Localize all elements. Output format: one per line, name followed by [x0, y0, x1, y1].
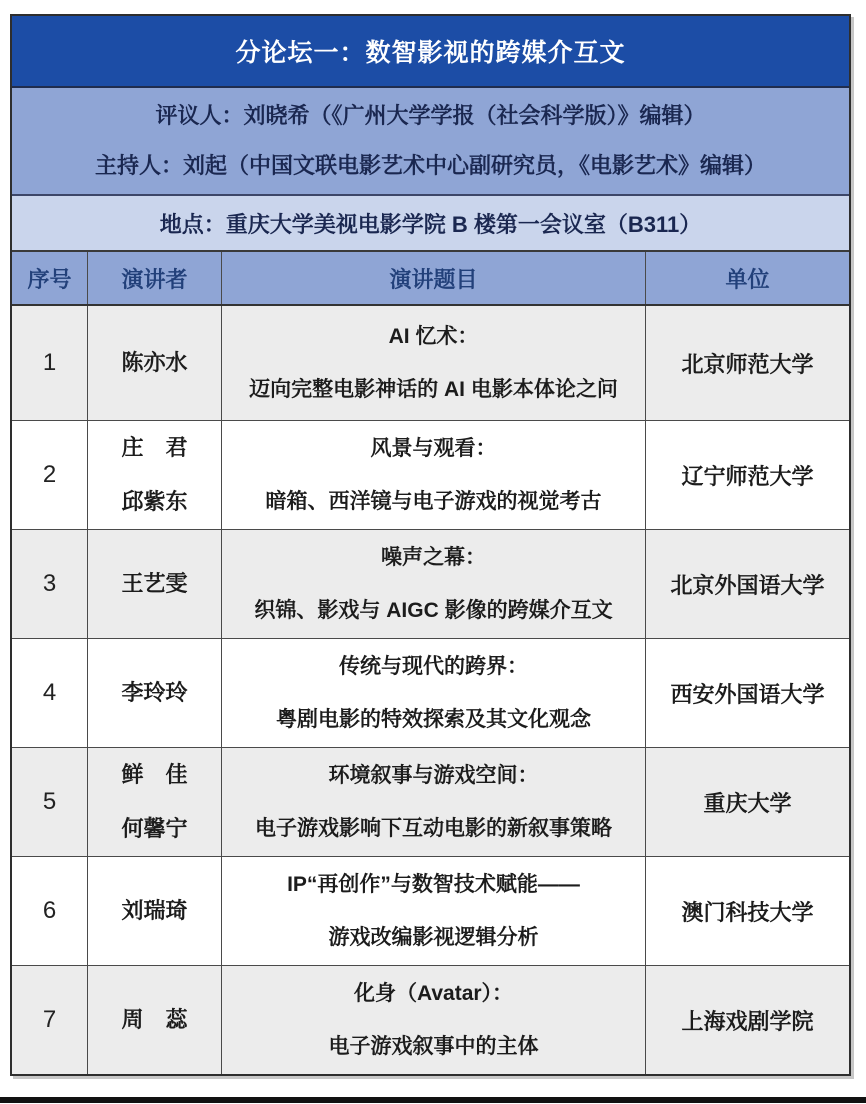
- table-header-row: [12, 252, 849, 306]
- row-number-cell: 4: [42, 679, 57, 706]
- table-row: [12, 965, 849, 1074]
- table-row: [12, 747, 849, 856]
- table-row: [12, 529, 849, 638]
- speaker-cell: 刘瑞琦: [87, 857, 221, 965]
- next-section-edge: [0, 1097, 866, 1103]
- speaker-cell: 周 蕊: [87, 966, 221, 1074]
- venue-panel: [12, 196, 849, 252]
- unit-cell: 澳门科技大学: [645, 857, 849, 965]
- table-row: [12, 306, 849, 420]
- venue-text: 地点：重庆大学美视电影学院 B 楼第一会议室（B311）: [159, 211, 702, 237]
- talk-title-cell: 环境叙事与游戏空间： 电子游戏影响下互动电影的新叙事策略: [221, 748, 645, 856]
- row-number-cell: 3: [42, 570, 57, 597]
- row-number-cell: 6: [42, 897, 57, 924]
- talk-title-cell: 噪声之幕： 织锦、影戏与 AIGC 影像的跨媒介互文: [221, 530, 645, 638]
- speaker-cell: 庄 君 邱紫东: [87, 421, 221, 529]
- talk-title-cell: 风景与观看： 暗箱、西洋镜与电子游戏的视觉考古: [221, 421, 645, 529]
- row-number-cell: 7: [42, 1006, 57, 1033]
- forum-board: [10, 14, 851, 1076]
- talk-title-cell: 传统与现代的跨界： 粤剧电影的特效探索及其文化观念: [221, 639, 645, 747]
- row-number-cell: 5: [42, 788, 57, 815]
- schedule-table-body: [12, 306, 849, 1074]
- unit-cell: 重庆大学: [645, 748, 849, 856]
- unit-cell: 上海戏剧学院: [645, 966, 849, 1074]
- unit-cell: 北京外国语大学: [645, 530, 849, 638]
- row-number-cell: 1: [42, 349, 57, 376]
- speaker-cell: 陈亦水: [87, 306, 221, 420]
- talk-title-cell: 化身（Avatar）： 电子游戏叙事中的主体: [221, 966, 645, 1074]
- unit-cell: 西安外国语大学: [645, 639, 849, 747]
- unit-cell: 北京师范大学: [645, 306, 849, 420]
- speaker-cell: 李玲玲: [87, 639, 221, 747]
- host-line: 主持人：刘起（中国文联电影艺术中心副研究员，《电影艺术》编辑）: [94, 152, 766, 178]
- row-number-cell: 2: [42, 461, 57, 488]
- talk-title-cell: AI 忆术： 迈向完整电影神话的 AI 电影本体论之问: [221, 306, 645, 420]
- header-title: 演讲题目: [221, 252, 645, 304]
- table-row: [12, 856, 849, 965]
- header-unit: 单位: [645, 252, 849, 304]
- header-no: 序号: [27, 266, 72, 292]
- table-row: [12, 638, 849, 747]
- talk-title-cell: IP“再创作”与数智技术赋能—— 游戏改编影视逻辑分析: [221, 857, 645, 965]
- table-row: [12, 420, 849, 529]
- unit-cell: 辽宁师范大学: [645, 421, 849, 529]
- forum-title: 分论坛一：数智影视的跨媒介互文: [235, 39, 626, 67]
- speaker-cell: 王艺雯: [87, 530, 221, 638]
- people-panel: [12, 88, 849, 196]
- reviewer-line: 评议人：刘晓希（《广州大学学报（社会科学版）》编辑）: [155, 103, 706, 129]
- forum-title-bar: [12, 16, 849, 88]
- header-speaker: 演讲者: [87, 252, 221, 304]
- speaker-cell: 鲜 佳 何馨宁: [87, 748, 221, 856]
